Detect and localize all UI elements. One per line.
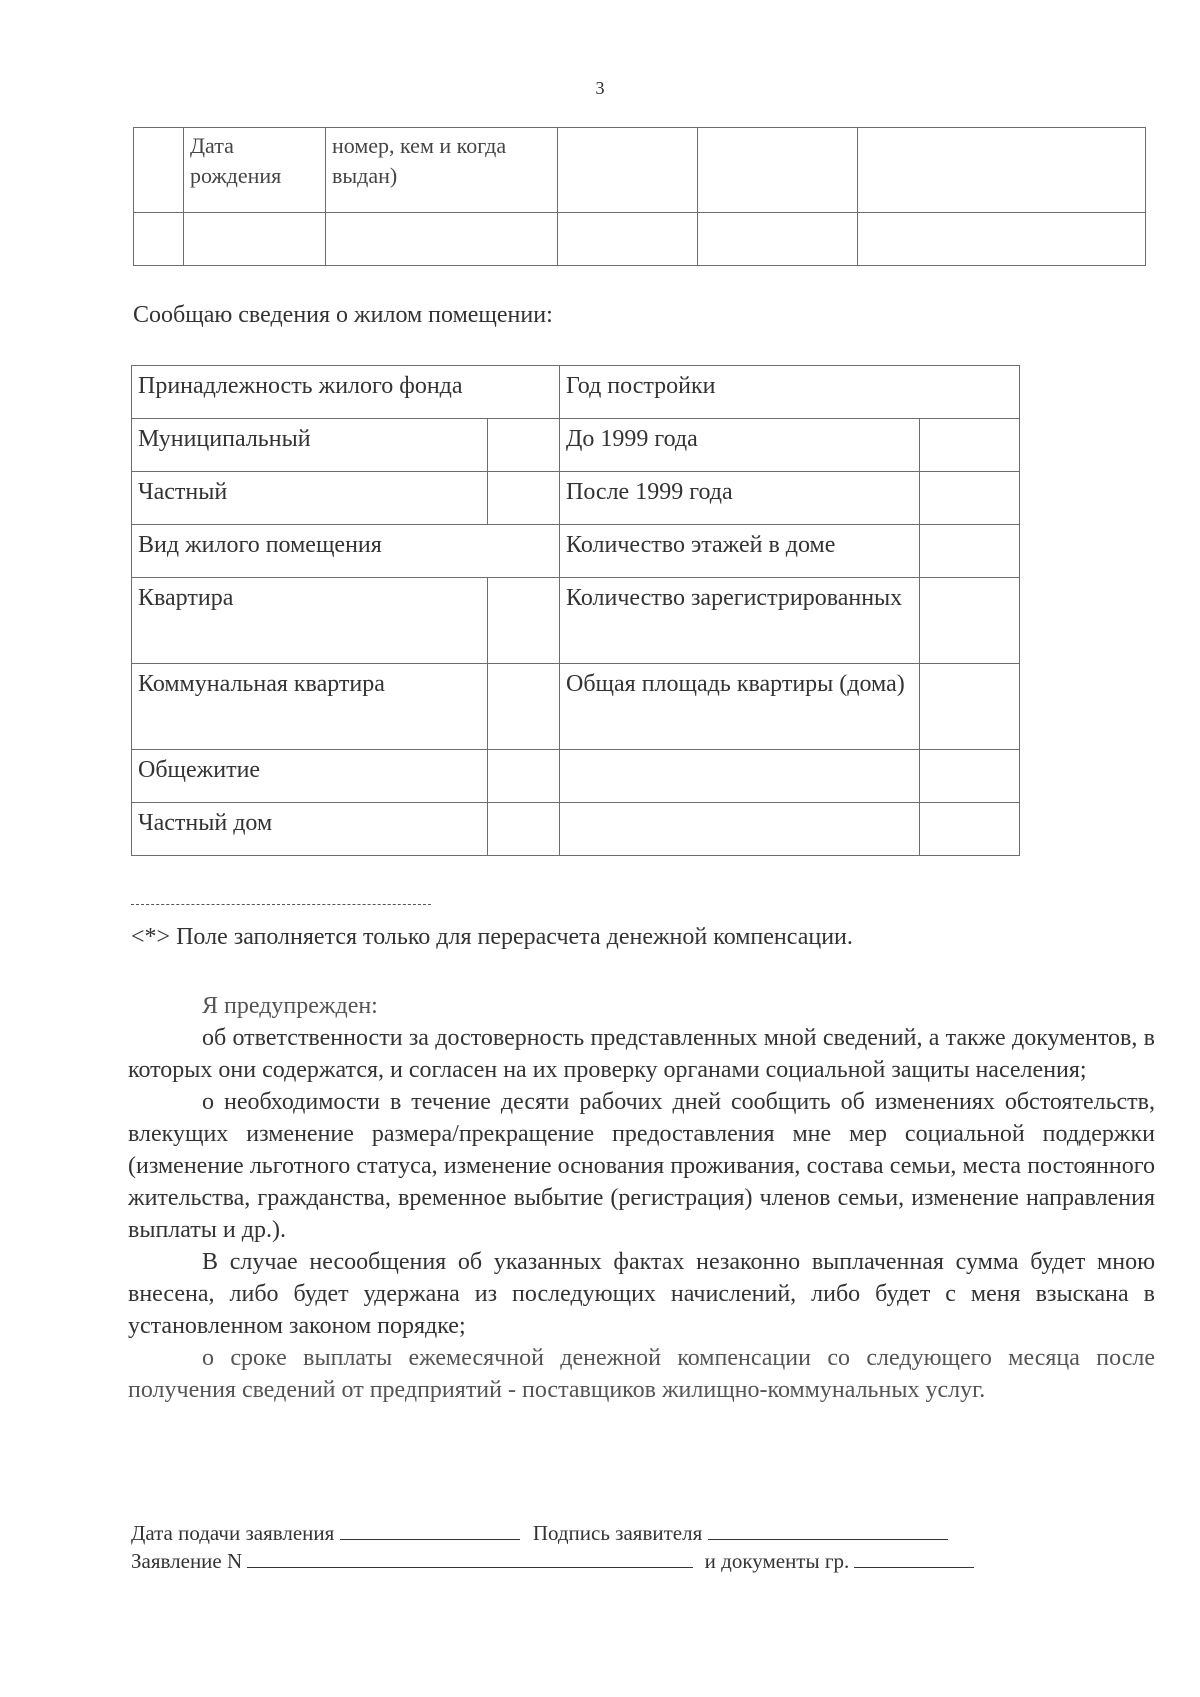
table-cell[interactable]	[184, 213, 326, 266]
checkbox-cell[interactable]	[920, 472, 1020, 525]
documents-label: и документы гр.	[704, 1549, 850, 1573]
warning-paragraph: об ответственности за достоверность представленных мной сведений, а также документов, в которых они содержатся, и согласен на их проверку органами социальной защиты населения;	[128, 1025, 1155, 1083]
warning-block	[128, 990, 1155, 1406]
date-label: Дата подачи заявления	[131, 1521, 335, 1545]
row-label: Количество этажей в доме	[560, 525, 920, 578]
table-row	[132, 419, 1020, 472]
date-field[interactable]	[340, 1521, 520, 1540]
table-cell[interactable]	[698, 213, 858, 266]
section-intro: Сообщаю сведения о жилом помещении:	[133, 302, 553, 328]
row-label: Частный	[132, 472, 488, 525]
row-label: После 1999 года	[560, 472, 920, 525]
checkbox-cell[interactable]	[488, 419, 560, 472]
warning-paragraph: о сроке выплаты ежемесячной денежной компенсации со следующего месяца после получения сведений от предприятий - поставщиков жилищно-коммунальных услуг.	[128, 1345, 1155, 1403]
row-label: Квартира	[132, 578, 488, 664]
applicant-table-continuation	[133, 127, 1146, 266]
application-label: Заявление N	[131, 1549, 243, 1573]
table-cell[interactable]	[558, 128, 698, 213]
row-label: Муниципальный	[132, 419, 488, 472]
signature-field[interactable]	[708, 1521, 948, 1540]
birth-date-header: Дата рождения	[184, 128, 326, 213]
checkbox-cell[interactable]	[488, 578, 560, 664]
table-row	[132, 525, 1020, 578]
row-label: Частный дом	[132, 803, 488, 856]
warning-heading: Я предупрежден:	[202, 993, 378, 1019]
table-row	[132, 472, 1020, 525]
table-cell[interactable]	[558, 213, 698, 266]
table-row	[134, 128, 1146, 213]
documents-field[interactable]	[854, 1549, 974, 1568]
build-year-header: Год постройки	[560, 366, 1020, 419]
application-number-field[interactable]	[247, 1549, 693, 1568]
signature-row	[131, 1521, 948, 1546]
warning-paragraph: о необходимости в течение десяти рабочих дней сообщить об изменениях обстоятельств, влекущих изменение размера/прекращение предоставления мне мер социальной поддержки (изменение льготного статуса, изменение основания проживания, состава семьи, места постоянного жительства, гражданства, временное выбытие (регистрация) членов семьи, изменение направления выплаты и др.).	[128, 1089, 1155, 1243]
value-cell[interactable]	[920, 525, 1020, 578]
table-cell[interactable]	[326, 213, 558, 266]
row-label	[560, 750, 920, 803]
row-label: Коммунальная квартира	[132, 664, 488, 750]
value-cell[interactable]	[920, 578, 1020, 664]
table-cell[interactable]	[698, 128, 858, 213]
table-row	[132, 366, 1020, 419]
row-label	[560, 803, 920, 856]
document-header: номер, кем и когда выдан)	[326, 128, 558, 213]
table-row	[132, 750, 1020, 803]
row-label: Общежитие	[132, 750, 488, 803]
warning-paragraph: В случае несообщения об указанных фактах незаконно выплаченная сумма будет мною внесена, либо будет удержана из последующих начислений, либо будет с меня взыскана в установленном законом порядке;	[128, 1249, 1155, 1339]
row-label: До 1999 года	[560, 419, 920, 472]
table-cell[interactable]	[134, 128, 184, 213]
table-cell[interactable]	[858, 128, 1146, 213]
table-row	[132, 664, 1020, 750]
row-label: Общая площадь квартиры (дома)	[560, 664, 920, 750]
signature-label: Подпись заявителя	[532, 1521, 703, 1545]
table-row	[132, 578, 1020, 664]
housing-table	[131, 365, 1020, 856]
table-cell[interactable]	[858, 213, 1146, 266]
checkbox-cell[interactable]	[488, 472, 560, 525]
dwelling-type-header: Вид жилого помещения	[132, 525, 560, 578]
table-row	[132, 803, 1020, 856]
footnote: <*> Поле заполняется только для перерасчета денежной компенсации.	[131, 924, 853, 950]
value-cell[interactable]	[920, 664, 1020, 750]
checkbox-cell[interactable]	[488, 664, 560, 750]
row-label: Количество зарегистрированных	[560, 578, 920, 664]
table-row	[134, 213, 1146, 266]
footnote-divider	[131, 904, 431, 905]
table-cell[interactable]	[134, 213, 184, 266]
value-cell[interactable]	[920, 803, 1020, 856]
page-number: 3	[595, 78, 605, 98]
ownership-header: Принадлежность жилого фонда	[132, 366, 560, 419]
checkbox-cell[interactable]	[488, 803, 560, 856]
application-row	[131, 1549, 974, 1574]
checkbox-cell[interactable]	[920, 419, 1020, 472]
checkbox-cell[interactable]	[488, 750, 560, 803]
value-cell[interactable]	[920, 750, 1020, 803]
